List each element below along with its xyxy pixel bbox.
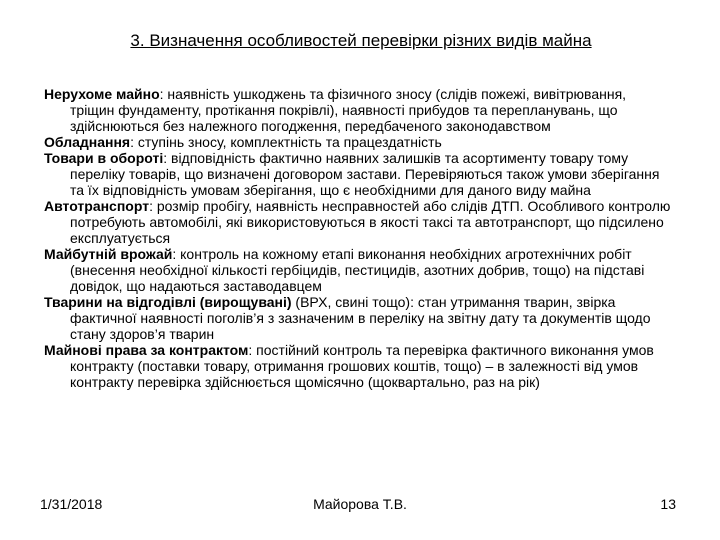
item-text: : наявність ушкоджень та фізичного зносу (слідів пожежі, вивітрювання, тріщин фундаменту, протікання покрівлі), наявності прибудов та перепланувань, що здійснюються без належного погодження, передбаченого законодавством <box>70 86 627 134</box>
item-term: Товари в обороті <box>44 150 164 166</box>
item-text: : постійний контроль та перевірка фактичного виконання умов контракту (поставки товару, отримання грошових коштів, тощо) – в залежності від умов контракту перевірка здійснюється щомісячно (щоквартально, раз на рік) <box>70 342 654 390</box>
list-item <box>44 134 674 150</box>
item-text: : ступінь зносу, комплектність та працездатність <box>130 134 442 150</box>
footer-author: Майорова Т.В. <box>313 496 407 512</box>
item-term: Майнові права за контрактом <box>44 342 249 358</box>
footer-date: 1/31/2018 <box>40 496 103 512</box>
list-item <box>44 150 674 198</box>
item-text: : розмір пробігу, наявність несправностей або слідів ДТП. Особливого контролю потребують автомобілі, які використовуються в якості таксі та автотранспорт, що підсилено експлуатується <box>70 198 671 246</box>
item-text: : контроль на кожному етапі виконання необхідних агротехнічних робіт (внесення необхідної кількості гербіцидів, пестицидів, азотних добрив, тощо) на підставі довідок, що надаються заставодавцем <box>70 246 645 294</box>
item-term: Тварини на відгодівлі (вирощувані) <box>44 294 292 310</box>
list-item <box>44 294 674 342</box>
slide-title: 3. Визначення особливостей перевірки різних видів майна <box>130 31 592 50</box>
list-item <box>44 86 674 134</box>
item-term: Автотранспорт <box>44 198 150 214</box>
item-term: Обладнання <box>44 134 131 150</box>
item-term: Нерухоме майно <box>44 86 160 102</box>
item-text: (ВРХ, свині тощо): стан утримання тварин, звірка фактичної наявності поголів’я з зазначеним в переліку на звітну дату та документів щодо стану здоров’я тварин <box>70 294 651 342</box>
list-item <box>44 246 674 294</box>
item-text: : відповідність фактично наявних залишків та асортименту товару тому переліку товарів, що визначені договором застави. Перевіряються також умови зберігання та їх відповідність умовам зберігання, що є необхідними для даного виду майна <box>70 150 660 198</box>
slide-body <box>44 86 674 390</box>
list-item <box>44 198 674 246</box>
item-term: Майбутній врожай <box>44 246 173 262</box>
page-number: 13 <box>660 496 676 512</box>
list-item <box>44 342 674 390</box>
